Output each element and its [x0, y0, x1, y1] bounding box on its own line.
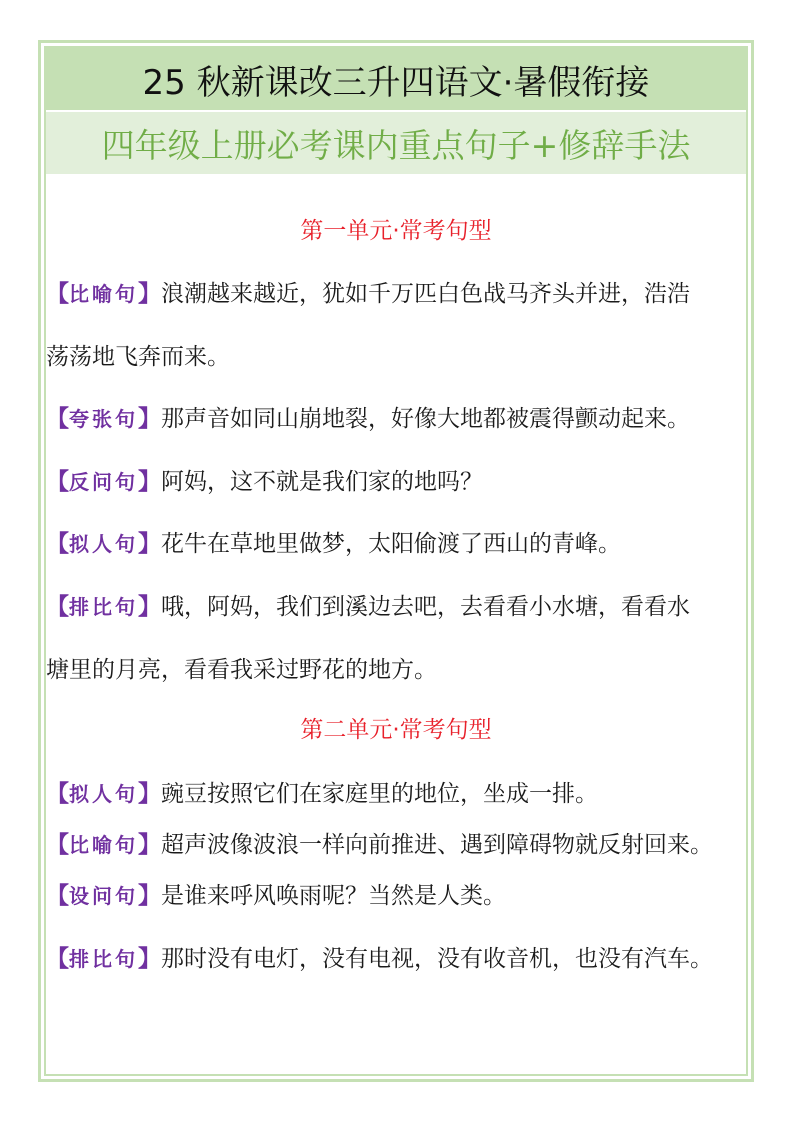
unit-1-sentence-2: [46, 400, 746, 433]
unit-2-sentence-3: [46, 877, 746, 910]
unit-2-sentence-2: [46, 826, 746, 859]
sentence-text: 豌豆按照它们在家庭里的地位，坐成一排。: [161, 781, 598, 807]
page-inner-border: [44, 46, 748, 1076]
unit-2-sentence-1: [46, 775, 746, 808]
subtitle-banner: [46, 112, 746, 174]
unit-2-heading: 第二单元·常考句型: [300, 717, 492, 743]
sentence-text: 阿妈，这不就是我们家的地吗？: [161, 469, 483, 495]
unit-1-heading: 第一单元·常考句型: [300, 218, 492, 244]
sentence-tag: 【拟人句】: [46, 530, 161, 557]
page-subtitle: 四年级上册必考课内重点句子+修辞手法: [101, 125, 691, 165]
sentence-text: 哦，阿妈，我们到溪边去吧，去看看小水塘，看看水: [161, 594, 690, 620]
sentence-tag: 【拟人句】: [46, 780, 161, 807]
sentence-text: 是谁来呼风唤雨呢？当然是人类。: [161, 883, 506, 909]
sentence-tag: 【比喻句】: [46, 280, 161, 307]
unit-1-sentence-1-line-2: 荡荡地飞奔而来。: [46, 344, 230, 370]
sentence-text: 浪潮越来越近，犹如千万匹白色战马齐头并进，浩浩: [161, 281, 690, 307]
unit-1-sentence-1-line-1: [46, 275, 746, 308]
unit-1-sentence-5-line-2: 塘里的月亮，看看我采过野花的地方。: [46, 657, 437, 683]
sentence-tag: 【设问句】: [46, 882, 161, 909]
page-title: 25 秋新课改三升四语文·暑假衔接: [142, 62, 650, 103]
sentence-text: 超声波像波浪一样向前推进、遇到障碍物就反射回来。: [161, 832, 713, 858]
sentence-tag: 【比喻句】: [46, 831, 161, 858]
sentence-tag: 【排比句】: [46, 593, 161, 620]
sentence-text: 花牛在草地里做梦，太阳偷渡了西山的青峰。: [161, 531, 621, 557]
sentence-text: 那声音如同山崩地裂，好像大地都被震得颤动起来。: [161, 406, 690, 432]
title-banner: [46, 48, 746, 110]
sentence-tag: 【排比句】: [46, 945, 161, 972]
sentence-tag: 【反问句】: [46, 468, 161, 495]
unit-1-sentence-5-line-1: [46, 588, 746, 621]
unit-1-sentence-4: [46, 525, 746, 558]
sentence-tag: 【夸张句】: [46, 405, 161, 432]
unit-1-sentence-3: [46, 463, 746, 496]
unit-2-sentence-4: [46, 940, 746, 973]
sentence-text: 那时没有电灯，没有电视，没有收音机，也没有汽车。: [161, 946, 713, 972]
